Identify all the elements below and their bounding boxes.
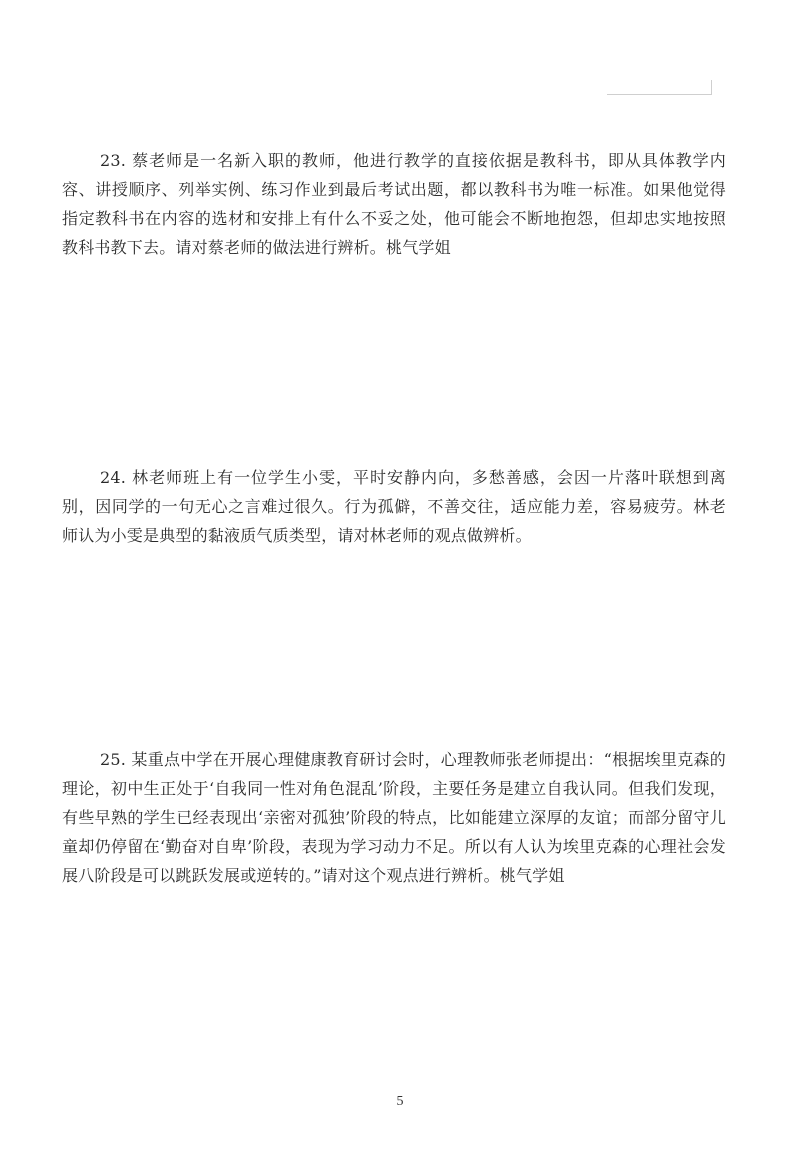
question-23: 23. 蔡老师是一名新入职的教师，他进行教学的直接依据是教科书，即从具体教学内容、讲授顺序、列举实例、练习作业到最后考试出题，都以教科书为唯一标准。如果他觉得指定教科书在内容的选材和安排上有什么不妥之处，他可能会不断地抱怨，但却忠实地按照教科书教下去。请对蔡老师的做法进行辨析。桃气学姐 (62, 151, 726, 257)
question-24: 24. 林老师班上有一位学生小雯，平时安静内向，多愁善感，会因一片落叶联想到离别，因同学的一句无心之言难过很久。行为孤僻，不善交往，适应能力差，容易疲劳。林老师认为小雯是典型的黏液质气质类型，请对林老师的观点做辨析。 (62, 468, 726, 545)
corner-crop-mark (607, 80, 712, 95)
question-25: 25. 某重点中学在开展心理健康教育研讨会时，心理教师张老师提出：“根据埃里克森的理论，初中生正处于‘自我同一性对角色混乱’阶段，主要任务是建立自我认同。但我们发现，有些早熟的学生已经表现出‘亲密对孤独’阶段的特点，比如能建立深厚的友谊；而部分留守儿童却仍停留在‘勤奋对自卑’阶段，表现为学习动力不足。所以有人认为埃里克森的心理社会发展八阶段是可以跳跃发展或逆转的。”请对这个观点进行辨析。桃气学姐 (62, 750, 726, 885)
page-number: 5 (396, 1094, 404, 1109)
